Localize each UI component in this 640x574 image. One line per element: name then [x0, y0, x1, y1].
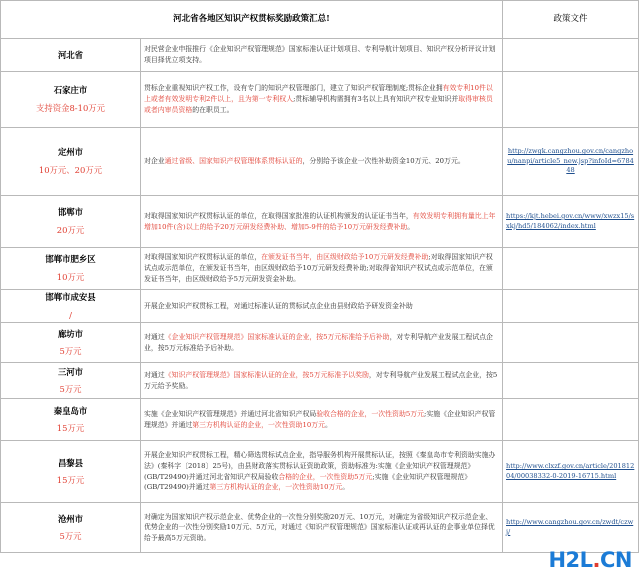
table-header-row	[1, 1, 639, 39]
policy-highlight: 《知识产权管理规范》国家标准认证的企业，按5万元标准予以奖励	[164, 371, 369, 380]
policy-file-header: 政策文件	[503, 1, 639, 39]
table-row	[1, 290, 639, 323]
policy-highlight: 合格的企业，一次性资助5万元	[278, 472, 373, 481]
region-name: 邯郸市成安县	[45, 292, 96, 302]
policy-segment: 对通过	[144, 333, 165, 342]
policy-highlight: 有效专利10件以上或者有效发明专利2件以上，且为第一专利权人	[144, 84, 493, 104]
policy-segment: 开展企业知识产权贯标工程，精心筛选贯标试点企业，指导服务机构开展贯标认证，按照《秦皇岛市专利资助实施办法》(秦科字〔2018〕25号)，由县财政落实贯标认证资助政策，资助标准为:实施《企业知识产权管理规范》(GB/T29490)并通过河北省知识产权局验收	[144, 451, 496, 481]
region-name: 石家庄市	[53, 85, 88, 96]
region-cell	[1, 323, 141, 363]
region-name: 沧州市	[57, 513, 84, 524]
region-name: 秦皇岛市	[53, 405, 88, 416]
table-row	[1, 503, 639, 553]
subsidy-amount: 5万元	[59, 531, 82, 542]
region-cell	[1, 290, 141, 323]
policy-text	[141, 248, 503, 290]
region-cell	[1, 363, 141, 399]
subsidy-amount: 10万元、20万元	[38, 165, 103, 175]
policy-segment: ;实施《企业知识产权管理规范》(GB/T29490)并通过	[144, 472, 472, 492]
site-watermark-logo: H2L.CN	[548, 548, 632, 572]
policy-highlight: 在颁发证书当年，由区级财政给予10万元研发经费补助	[261, 253, 429, 262]
policy-text	[141, 441, 503, 503]
policy-file-link	[503, 248, 639, 290]
policy-file-link	[503, 72, 639, 128]
region-name: 定州市	[57, 147, 84, 158]
table-row	[1, 39, 639, 72]
policy-segment: 贯标企业重视知识产权工作，设有专门的知识产权管理部门，建立了知识产权管理制度;贯标企业拥	[144, 84, 443, 93]
table-row	[1, 248, 639, 290]
policy-segment: 的在职员工。	[192, 105, 234, 114]
region-name: 邯郸市	[57, 207, 84, 218]
policy-text	[141, 363, 503, 399]
subsidy-amount: 20万元	[56, 225, 85, 235]
policy-segment: 对确定为国家知识产权示范企业、优势企业的一次性分别奖励20万元、10万元，对确定为省级知识产权示范企业、优势企业的一次性分别奖励10万元、5万元，对通过《知识产权管理规范》国家标准认证或再认证的企事业单位择优给予最高5万元资助。	[144, 512, 495, 543]
policy-segment: 对企业	[144, 157, 165, 166]
policy-segment: ;实施《企业知识产权管理规范》并通过	[144, 410, 496, 429]
policy-highlight: 《企业知识产权管理规范》国家标准认证的企业，按5万元标准给予后补助	[164, 333, 390, 342]
policy-file-link	[503, 399, 639, 441]
table-title: 河北省各地区知识产权贯标奖励政策汇总!	[1, 1, 503, 39]
region-cell	[1, 128, 141, 196]
policy-segment: 实施《企业知识产权管理规范》并通过河北省知识产权局	[144, 410, 317, 419]
policy-text	[141, 399, 503, 441]
policy-file-link[interactable]: https://kjt.hebei.gov.cn/www/xwzx15/sxkj/hd5/184062/index.html	[503, 196, 639, 248]
subsidy-amount: 10万元	[56, 272, 85, 282]
table-row	[1, 323, 639, 363]
policy-text	[141, 323, 503, 363]
policy-segment: ;贯标辅导机构需拥有3名以上具有知识产权专业知识并	[293, 95, 459, 104]
region-name: 廊坊市	[57, 328, 84, 339]
subsidy-amount: 15万元	[56, 423, 85, 434]
policy-segment: 。	[325, 420, 332, 429]
policy-file-link[interactable]: http://zwgk.cangzhou.gov.cn/cangzhou/nanpi/article5_new.jsp?infoId=678448	[503, 128, 639, 196]
policy-file-link	[503, 39, 639, 72]
policy-segment: 。	[342, 483, 350, 492]
policy-file-link[interactable]: http://www.clxzf.gov.cn/article/20181204/00038332-0-2019-16715.html	[503, 441, 639, 503]
policy-file-link	[503, 323, 639, 363]
table-row	[1, 196, 639, 248]
policy-segment: 对民营企业申报推行《企业知识产权管理规范》国家标准认证计划项目、专利导航计划项目、知识产权分析评议计划项目择优立项支持。	[144, 45, 496, 64]
subsidy-amount: /	[69, 309, 72, 320]
policy-file-link	[503, 290, 639, 323]
region-cell	[1, 196, 141, 248]
table-row	[1, 399, 639, 441]
policy-segment: 。	[407, 222, 415, 231]
policy-segment: 开展企业知识产权贯标工程，对通过标准认证的贯标试点企业由县财政给予研发资金补助	[144, 301, 413, 310]
policy-segment: 对取得国家知识产权贯标认证的单位，在取得国家批准的认证机构颁发的认证证书当年，	[144, 211, 413, 220]
policy-highlight: 有效发明专利拥有量比上年增加10件(含)以上的给予20万元研发经费补助、增加5-9件的给予10万元研发经费补助	[144, 211, 496, 231]
policy-highlight: 第三方机构认证的企业，一次性资助10万元	[209, 483, 343, 492]
region-cell	[1, 503, 141, 553]
policy-segment: ;对取得国家知识产权试点或示范单位，在颁发证书当年，由区级财政给予10万元研发经费补助;对取得省知识产权试点或示范单位，在颁发证书当年，由区级财政给予5万元研发资金补助。	[144, 253, 493, 283]
policy-highlight: 第三方机构认证的企业，一次性资助10万元	[192, 420, 326, 429]
region-cell	[1, 399, 141, 441]
region-cell	[1, 39, 141, 72]
region-name: 三河市	[57, 366, 84, 377]
subsidy-amount: 5万元	[59, 384, 82, 395]
subsidy-amount: 15万元	[56, 475, 85, 486]
policy-text	[141, 72, 503, 128]
table-row	[1, 128, 639, 196]
table-row	[1, 363, 639, 399]
policy-text	[141, 128, 503, 196]
region-cell	[1, 72, 141, 128]
policy-segment: ，对专利导航产业发展工程试点企业，按5万元标准给予后补助。	[144, 333, 493, 352]
policy-text	[141, 196, 503, 248]
policy-segment: ，对专利导航产业发展工程试点企业，按5万元给予奖励。	[144, 371, 498, 390]
region-cell	[1, 248, 141, 290]
policy-segment: 对取得国家知识产权贯标认证的单位，	[144, 253, 262, 262]
region-name: 邯郸市肥乡区	[45, 254, 96, 265]
region-name: 河北省	[57, 49, 84, 60]
policy-highlight: 通过省级、国家知识产权管理体系贯标认证的	[164, 157, 303, 166]
policy-highlight: 验收合格的企业，一次性资助5万元	[316, 410, 425, 419]
table-row	[1, 441, 639, 503]
policy-highlight: 取得审核员或者内审员资格	[144, 95, 493, 114]
policy-segment: ，分别给予该企业一次性补助资金10万元、20万元。	[302, 157, 465, 166]
region-cell	[1, 441, 141, 503]
policy-text	[141, 503, 503, 553]
policy-segment: 对通过	[144, 371, 165, 380]
region-name: 昌黎县	[57, 457, 84, 468]
subsidy-amount: 支持资金8-10万元	[35, 103, 106, 113]
policy-file-link	[503, 363, 639, 399]
table-row	[1, 72, 639, 128]
subsidy-amount: 5万元	[59, 346, 82, 357]
policy-file-link[interactable]: http://www.cangzhou.gov.cn/zwdt/czwj/	[503, 503, 639, 553]
policy-text	[141, 290, 503, 323]
policy-text	[141, 39, 503, 72]
